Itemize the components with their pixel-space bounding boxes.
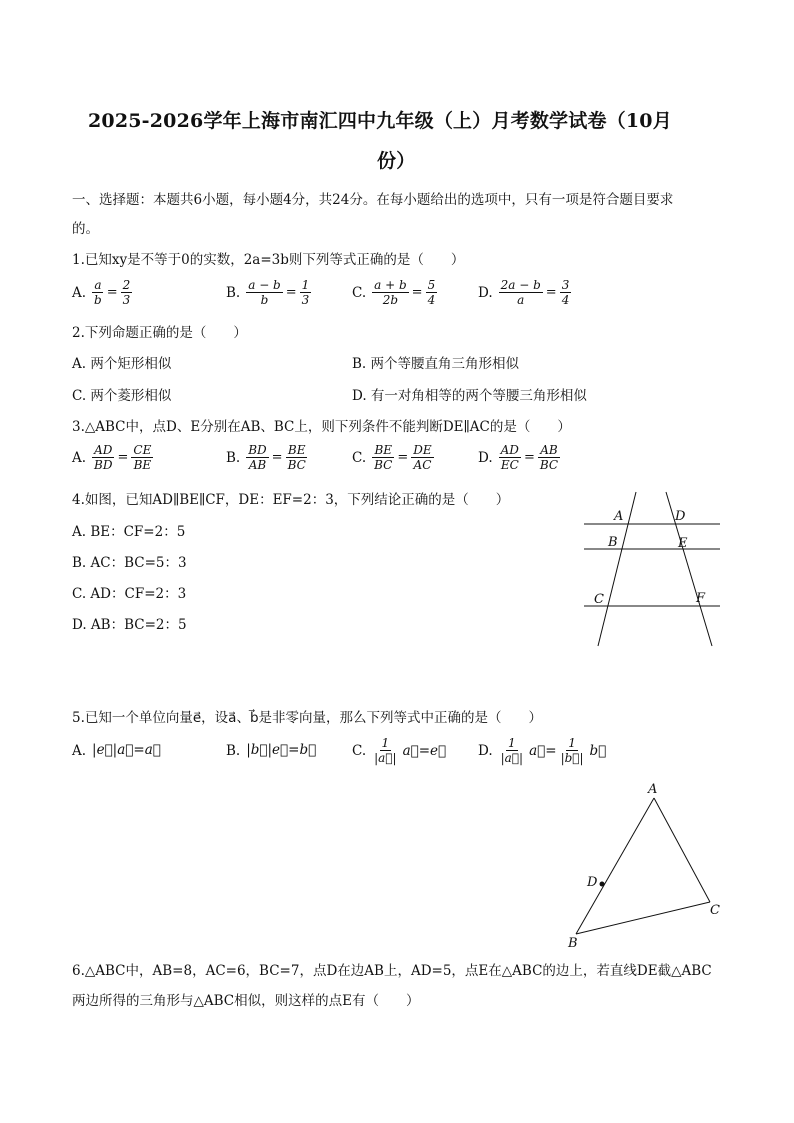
question-1-option-b[interactable]: B. $\frac{a - b}{b}$ = $\frac{1}{3}$	[226, 278, 310, 307]
question-1-option-c[interactable]: C. $\frac{a + b}{2b}$ = $\frac{5}{4}$	[352, 278, 436, 307]
option-label: A.	[72, 742, 87, 759]
option-label: D.	[478, 284, 493, 301]
fraction: $\frac{CE}{BE}$	[133, 443, 152, 472]
side-ab	[576, 798, 654, 934]
label-c: C	[594, 592, 604, 607]
vector-expression: b⃗	[589, 742, 607, 759]
fraction: $\frac{1}{|a⃗|}$	[500, 736, 524, 765]
option-label: D.	[478, 449, 493, 466]
question-4-option-d[interactable]: D. AB：BC=2：5	[72, 617, 187, 633]
question-3-option-a[interactable]: A. $\frac{AD}{BD}$ = $\frac{CE}{BE}$	[72, 443, 152, 472]
question-3-option-c[interactable]: C. $\frac{BE}{BC}$ = $\frac{DE}{AC}$	[352, 443, 432, 472]
fraction: $\frac{a}{b}$	[94, 278, 102, 307]
question-2-option-b[interactable]: B. 两个等腰直角三角形相似	[352, 356, 520, 372]
label-b: B	[568, 936, 578, 951]
question-5-option-a[interactable]	[72, 742, 161, 759]
section-instructions-continued: 的。	[72, 221, 99, 237]
parallel-lines-figure	[580, 488, 730, 653]
transversal-right	[666, 492, 712, 646]
label-c: C	[710, 903, 720, 918]
fraction: $\frac{5}{4}$	[427, 278, 436, 307]
fraction: $\frac{AD}{BD}$	[94, 443, 113, 472]
fraction: $\frac{a + b}{2b}$	[374, 278, 407, 307]
question-6-stem-continued: 两边所得的三角形与△ABC相似，则这样的点E有（ ）	[72, 993, 420, 1009]
option-label: B.	[226, 449, 241, 466]
question-2-option-a[interactable]: A. 两个矩形相似	[72, 356, 172, 372]
question-5-option-d[interactable]	[478, 736, 606, 765]
label-b: B	[608, 535, 618, 550]
question-1-option-d[interactable]: D. $\frac{2a - b}{a}$ = $\frac{3}{4}$	[478, 278, 570, 307]
question-3-option-d[interactable]: D. $\frac{AD}{EC}$ = $\frac{AB}{BC}$	[478, 443, 559, 472]
page-title-continued: 份）	[377, 150, 416, 172]
fraction: $\frac{3}{4}$	[561, 278, 570, 307]
option-label: C.	[352, 449, 367, 466]
point-d	[600, 882, 605, 887]
label-a: A	[648, 782, 658, 797]
question-4-option-b[interactable]: B. AC：BC=5：3	[72, 555, 187, 571]
question-4-stem: 4.如图，已知AD∥BE∥CF，DE：EF=2：3，下列结论正确的是（ ）	[72, 492, 510, 508]
question-6-stem: 6.△ABC中，AB=8，AC=6，BC=7，点D在边AB上，AD=5，点E在△ABC的边上，若直线DE截△ABC	[72, 963, 712, 979]
question-4-option-c[interactable]: C. AD：CF=2：3	[72, 586, 187, 602]
question-2-option-c[interactable]: C. 两个菱形相似	[72, 388, 172, 404]
option-label: D.	[478, 742, 493, 759]
question-4-option-a[interactable]: A. BE：CF=2：5	[72, 524, 186, 540]
label-d: D	[587, 875, 598, 890]
option-label: C.	[352, 284, 367, 301]
label-f: F	[696, 591, 706, 606]
fraction: $\frac{BE}{BC}$	[374, 443, 393, 472]
vector-expression: |e⃗|a⃗=a⃗	[92, 742, 161, 758]
vector-expression: a⃗=	[529, 742, 557, 759]
question-1-stem: 1.已知xy是不等于0的实数，2a=3b则下列等式正确的是（ ）	[72, 252, 465, 268]
label-a: A	[614, 509, 624, 524]
question-5-option-c[interactable]	[352, 736, 446, 765]
option-label: A.	[72, 449, 87, 466]
fraction: $\frac{AB}{BC}$	[539, 443, 559, 472]
option-label: B.	[226, 284, 241, 301]
label-d: D	[675, 509, 686, 524]
page-title: 2025-2026学年上海市南汇四中九年级（上）月考数学试卷（10月	[88, 110, 672, 132]
side-bc	[576, 902, 710, 934]
fraction: $\frac{AD}{EC}$	[500, 443, 519, 472]
question-3-option-b[interactable]: B. $\frac{BD}{AB}$ = $\frac{BE}{BC}$	[226, 443, 306, 472]
vector-expression: a⃗=e⃗	[402, 742, 447, 759]
fraction: $\frac{1}{|a⃗|}$	[374, 736, 397, 765]
question-3-stem: 3.△ABC中，点D、E分别在AB、BC上，则下列条件不能判断DE∥AC的是（ ）	[72, 419, 571, 435]
fraction: $\frac{a - b}{b}$	[248, 278, 281, 307]
question-2-option-d[interactable]: D. 有一对角相等的两个等腰三角形相似	[352, 388, 587, 404]
fraction: $\frac{DE}{AC}$	[413, 443, 432, 472]
question-5-stem: 5.已知一个单位向量e⃗，设a⃗、b⃗是非零向量，那么下列等式中正确的是（ ）	[72, 710, 543, 726]
option-label: C.	[352, 742, 367, 759]
option-label: B.	[226, 742, 241, 759]
question-1-option-a[interactable]: A. $\frac{a}{b}$ = $\frac{2}{3}$	[72, 278, 131, 307]
fraction: $\frac{1}{|b⃗|}$	[560, 736, 584, 765]
fraction: $\frac{2}{3}$	[122, 278, 131, 307]
question-2-stem: 2.下列命题正确的是（ ）	[72, 325, 247, 341]
side-ac	[654, 798, 710, 902]
fraction: $\frac{2a - b}{a}$	[500, 278, 541, 307]
label-e: E	[678, 536, 688, 551]
triangle-figure	[560, 776, 730, 951]
option-label: A.	[72, 284, 87, 301]
section-instructions: 一、选择题：本题共6小题，每小题4分，共24分。在每小题给出的选项中，只有一项是符合题目要求	[72, 192, 674, 208]
fraction: $\frac{1}{3}$	[301, 278, 310, 307]
vector-expression: |b⃗|e⃗=b⃗	[246, 742, 317, 758]
question-5-option-b[interactable]	[226, 742, 316, 759]
fraction: $\frac{BD}{AB}$	[248, 443, 267, 472]
fraction: $\frac{BE}{BC}$	[287, 443, 306, 472]
